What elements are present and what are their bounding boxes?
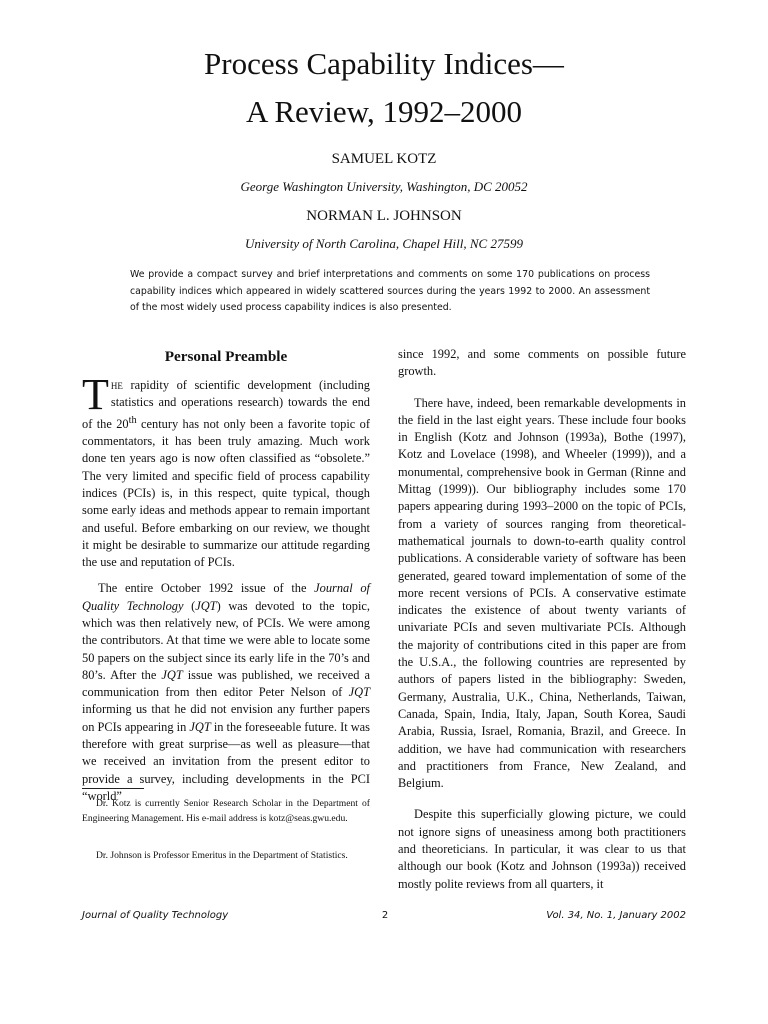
preamble-paragraph-2: The entire October 1992 issue of the Journal of Quality Technology (JQT) was devoted to the topic, which was then relatively new, of PCIs. We were among the contributors. At that time we were able to locate some 50 papers on the subject since its early life in the 70’s and 80’s. After the JQT issue was published, we received a communication from then editor Peter Nelson of JQT informing us that he did not envision any further papers on PCIs appearing in JQT in the foreseeable future. It was therefore with great surprise—as well as pleasure—that we received an invitation from the present editor to provide a survey, including developments in the PCI “world” [82,581,371,803]
footnote-rule [82,788,144,789]
right-paragraph-2: There have, indeed, been remarkable developments in the field in the last eight years. These include four books in English (Kotz and Johnson (1993a), Bothe (1997), Kotz and Lovelace (1998), and Wheeler (1999)), and a monumental, comprehensive book in German (Rinne and Mittag (1999)). Our bibliography includes some 170 papers appearing during 1993–2000 on the topic of PCIs, from a variety of sources ranging from theoretical-mathematical journals to down-to-earth quality control publications. A considerable variety of software has been generated, geared toward implementation of some of the more recent versions of PCIs. A conservative estimate indicates the existence of about twenty variants of univariate PCIs and seven multivariate PCIs. Although the majority of contributions cited in this paper are from the U.S.A., the following countries are represented by authors of papers listed in the bibliography: Sweden, Germany, Australia, U.K., China, Netherlands, Taiwan, Canada, Spain, India, Italy, Japan, South Korea, Saudi Arabia, Russia, Israel, Romania, Brazil, and Greece. In addition, we have had communication with researchers and practitioners from France, New Zealand, and Belgium. [398,395,686,791]
article-title [0,40,768,136]
author-2-name: NORMAN L. JOHNSON [306,208,462,224]
right-column [398,346,686,893]
footnote-kotz: Dr. Kotz is currently Senior Research Scholar in the Department of Engineering Management. His e-mail address is kotz@seas.gwu.edu. [82,798,370,825]
right-paragraph-3: Despite this superficially glowing picture, we could not ignore signs of uneasiness among both practitioners and theoreticians. In particular, it was clear to us that although our book (Kotz and Johnson (1993a)) received mostly polite reviews from all quarters, it [398,807,686,891]
author-1-affiliation: George Washington University, Washington, DC 20052 [240,179,528,194]
author-1-name: SAMUEL KOTZ [331,151,437,167]
footer-issue: Vol. 34, No. 1, January 2002 [546,910,686,921]
drop-cap: T [82,370,109,419]
footer-journal: Journal of Quality Technology [82,910,229,921]
title-line-2: A Review, 1992–2000 [245,94,523,129]
author-2-affiliation: University of North Carolina, Chapel Hill, NC 27599 [245,236,523,251]
page-number: 2 [381,910,389,921]
title-line-1: Process Capability Indices— [204,46,564,81]
section-heading: Personal Preamble [164,348,288,365]
abstract: We provide a compact survey and brief interpretations and comments on some 170 publications on process capability indices which appeared in widely scattered sources during the years 1992 to 2000. An assessment of the most widely used process capability indices is also presented. [130,269,650,313]
preamble-paragraph-1: The rapidity of scientific development (including statistics and operations research) towards the end of the 20th century has not only been a favorite topic of commentators, it has been truly amazing. Much work done ten years ago is now often classified as “obsolete.” The very limited and specific field of process capability indices (PCIs) is, in this respect, quite typical, though some early ideas and methods appear to remain important and useful. Before embarking on our review, we thought it might be desirable to summarize our attitude regarding the use and reputation of PCIs. [82,370,370,570]
left-column [82,346,370,805]
footnote-johnson: Dr. Johnson is Professor Emeritus in the Department of Statistics. [96,850,348,861]
right-paragraph-1: since 1992, and some comments on possible future growth. [398,347,686,379]
